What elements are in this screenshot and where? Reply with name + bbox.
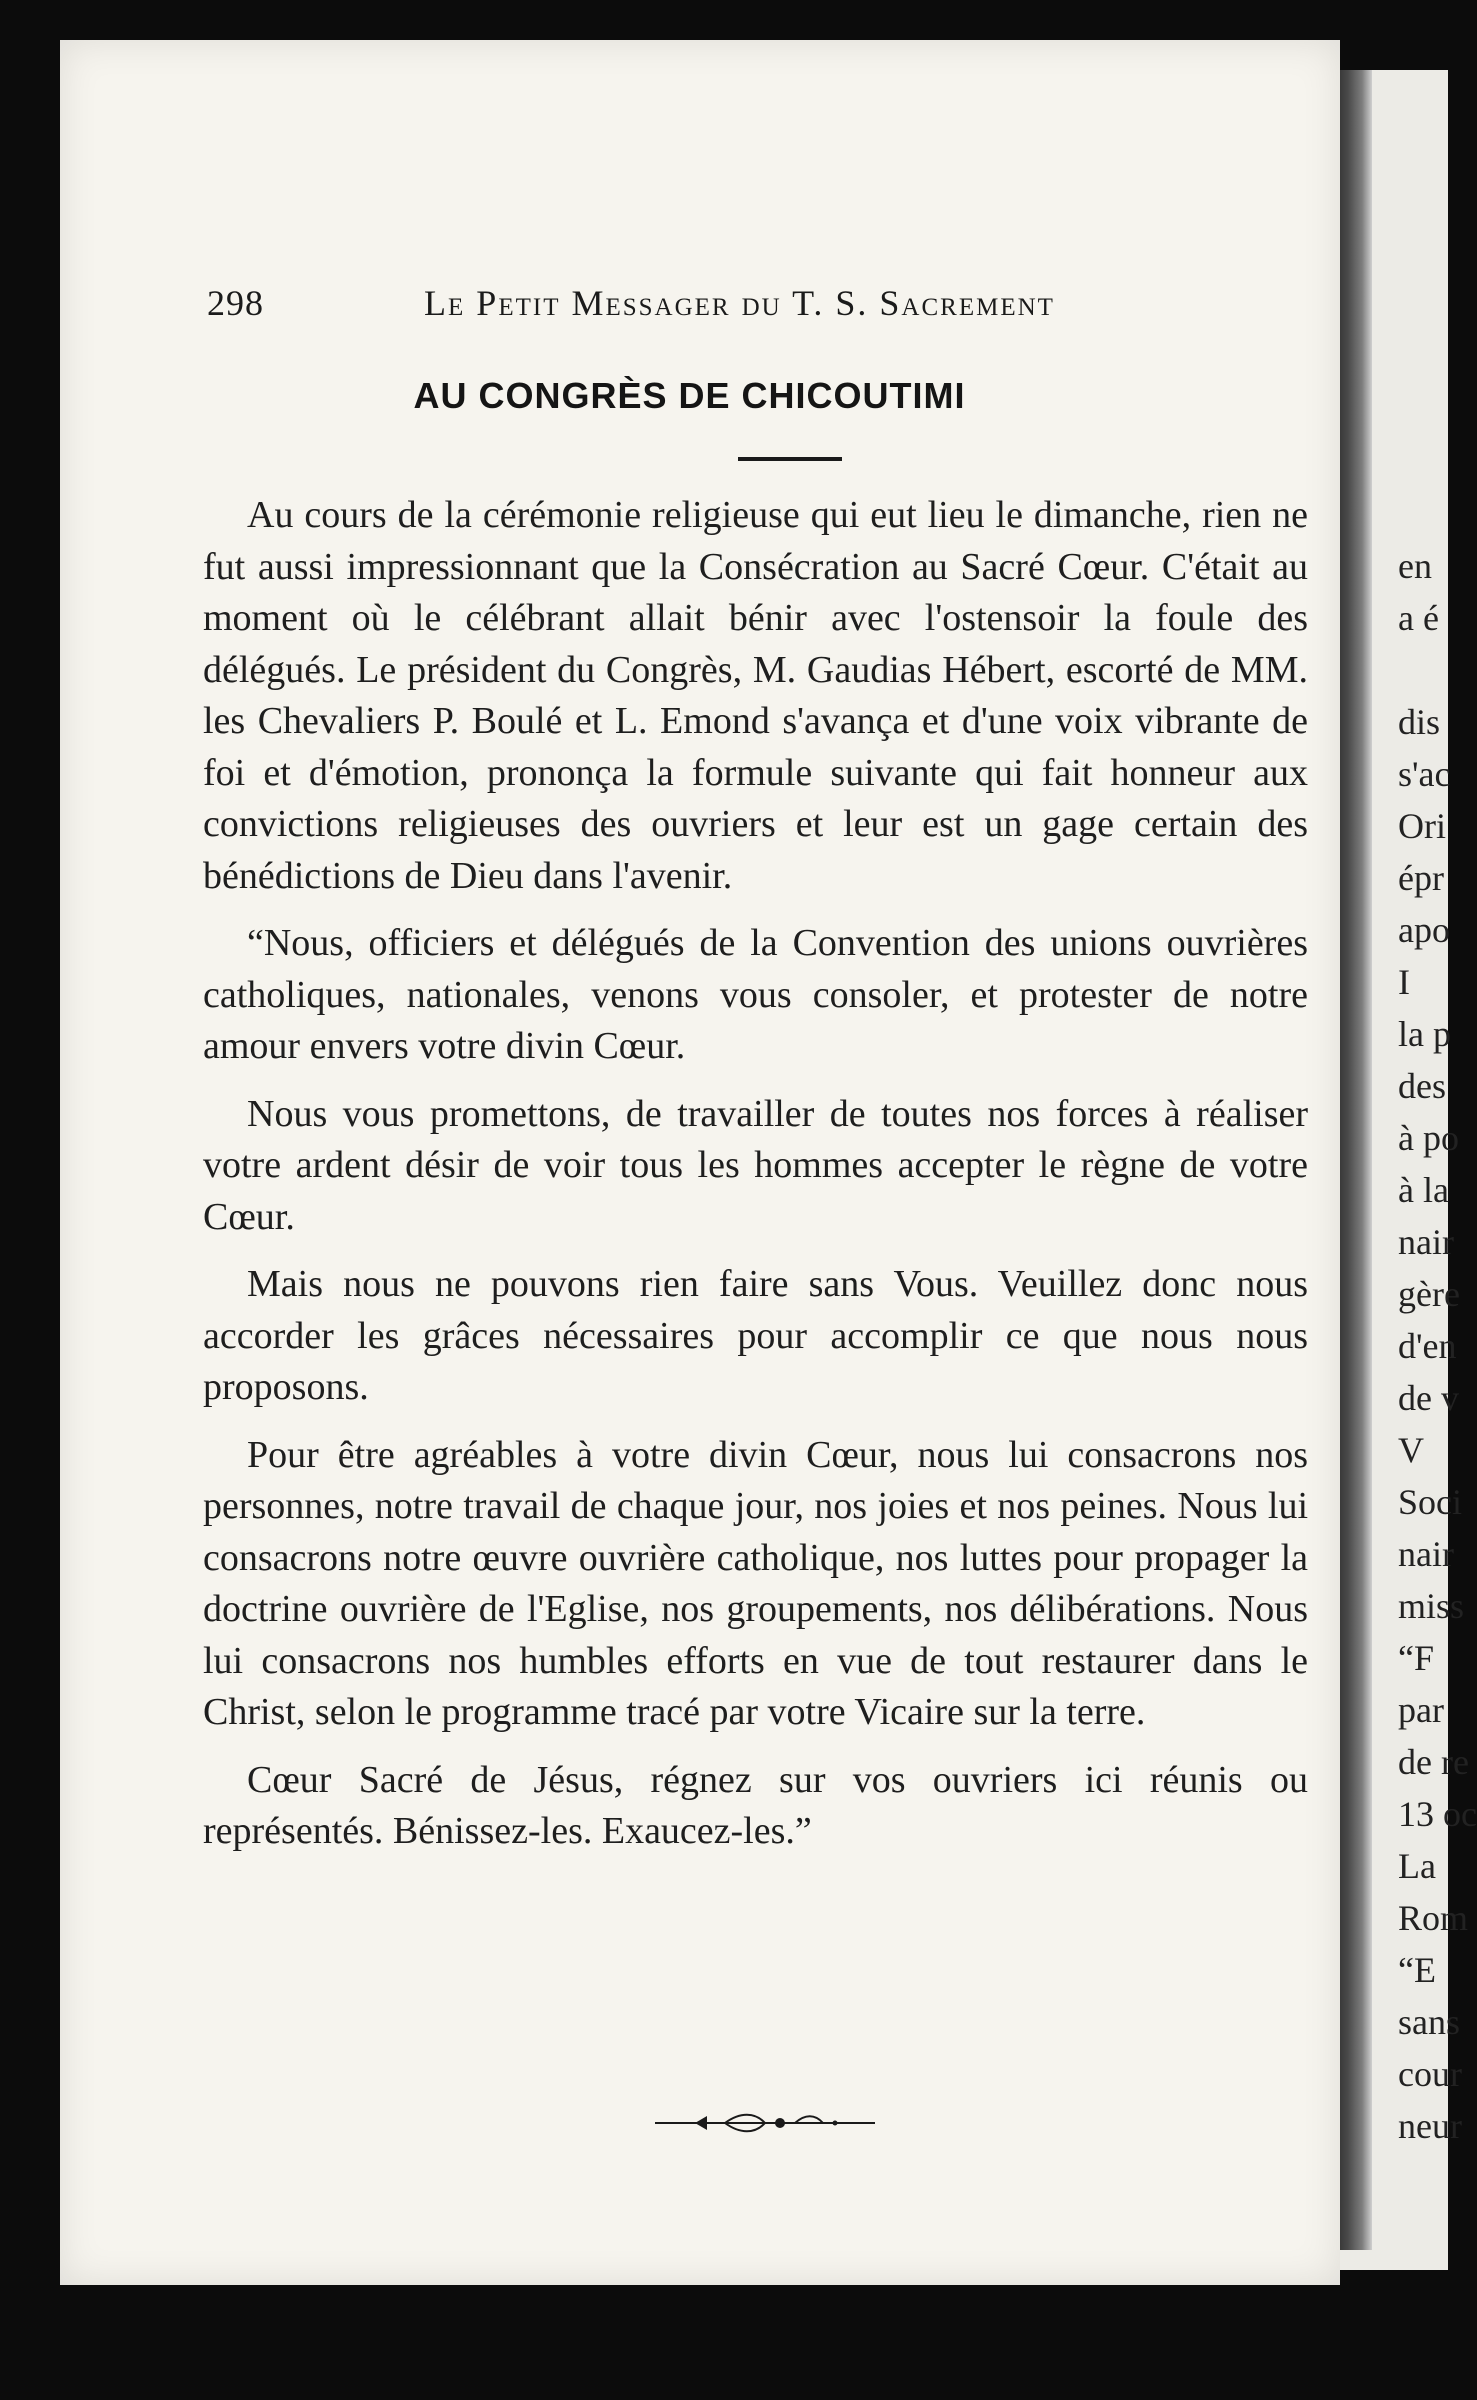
adjacent-page-line: sans (1398, 2002, 1460, 2042)
paragraph-consecration: Pour être agréables à votre divin Cœur, nous lui consacrons nos personnes, notre travail de chaque jour, nos joies et nos peines. Nous lui consacrons notre œuvre ouvrière catholique, nos luttes pour propager la doctrine ouvrière de l'Eglise, nos groupements, nos délibérations. Nous lui consacrons nos humbles efforts en vue de tout restaurer dans le Christ, selon le programme tracé par votre Vicaire sur la terre. (203, 1433, 1308, 1733)
adjacent-page-line: V (1398, 1430, 1424, 1470)
adjacent-page-line: Soci (1398, 1482, 1463, 1522)
page-number: 298 (207, 283, 264, 323)
adjacent-page-line: I (1398, 962, 1410, 1002)
adjacent-page-line: a é (1398, 598, 1439, 638)
paragraph-promise: Nous vous promettons, de travailler de toutes nos forces à réaliser votre ardent désir de voir tous les hommes accepter le règne de votre Cœur. (203, 1092, 1308, 1238)
adjacent-page-line: la p (1398, 1014, 1451, 1054)
ornament-divider (655, 2108, 875, 2138)
paragraph-prayer-opening: “Nous, officiers et délégués de la Convention des unions ouvrières catholiques, nationales, venons vous consoler, et protester de notre amour envers votre divin Cœur. (203, 922, 1308, 1067)
adjacent-page-line: “F (1398, 1638, 1434, 1678)
adjacent-page-line: d'en (1398, 1326, 1457, 1366)
paragraph-intro: Au cours de la cérémonie religieuse qui eut lieu le dimanche, rien ne fut aussi impressionnant que la Consécration au Sacré Cœur. C'était au moment où le célébrant allait bénir avec l'ostensoir la foule des délégués. Le président du Congrès, M. Gaudias Hébert, escorté de MM. les Chevaliers P. Boulé et L. Emond s'avança et d'une voix vibrante de foi et d'émotion, prononça la formule suivante qui fait honneur aux convictions religieuses des ouvriers et leur est un gage certain des bénédictions de Dieu dans l'avenir. (203, 494, 1308, 897)
adjacent-page-line: à la (1398, 1170, 1449, 1210)
running-title: Le Petit Messager du T. S. Sacrement (424, 283, 1055, 323)
adjacent-page-line: à po (1398, 1118, 1459, 1158)
running-head (207, 282, 1172, 324)
paragraph-closing: Cœur Sacré de Jésus, régnez sur vos ouvriers ici réunis ou représentés. Bénissez-les. Exaucez-les.” (203, 1758, 1308, 1852)
adjacent-page-line: La (1398, 1846, 1436, 1886)
adjacent-page-line: cour (1398, 2054, 1462, 2094)
adjacent-page-line: neur (1398, 2106, 1462, 2146)
title-rule (738, 457, 842, 461)
paragraph-request: Mais nous ne pouvons rien faire sans Vous. Veuillez donc nous accorder les grâces nécessaires pour accomplir ce que nous nous proposons. (203, 1263, 1308, 1408)
adjacent-page-line: nair (1398, 1534, 1454, 1574)
adjacent-page-line: des (1398, 1066, 1446, 1106)
adjacent-page-line: en (1398, 546, 1432, 586)
adjacent-page-line: épr (1398, 858, 1444, 898)
article-body (203, 490, 1308, 1874)
adjacent-page-line: miss (1398, 1586, 1465, 1626)
adjacent-page-line: de v (1398, 1378, 1459, 1418)
adjacent-page-line: gère (1398, 1274, 1460, 1314)
adjacent-page-line: apo (1398, 910, 1450, 950)
adjacent-page-line: de re (1398, 1742, 1469, 1782)
adjacent-page-line: Ori (1398, 806, 1446, 846)
adjacent-page-line (1398, 644, 1458, 696)
adjacent-page-line: 13 oc (1398, 1794, 1477, 1834)
adjacent-page-line: dis (1398, 702, 1441, 742)
adjacent-page-line: par (1398, 1690, 1444, 1730)
adjacent-page-line: “E (1398, 1950, 1436, 1990)
article-title: AU CONGRÈS DE CHICOUTIMI (413, 375, 966, 416)
adjacent-page-line: nair (1398, 1222, 1454, 1262)
adjacent-page-text (1398, 540, 1477, 2152)
adjacent-page-line: s'ac (1398, 754, 1451, 794)
adjacent-page-line: Rom (1398, 1898, 1469, 1938)
